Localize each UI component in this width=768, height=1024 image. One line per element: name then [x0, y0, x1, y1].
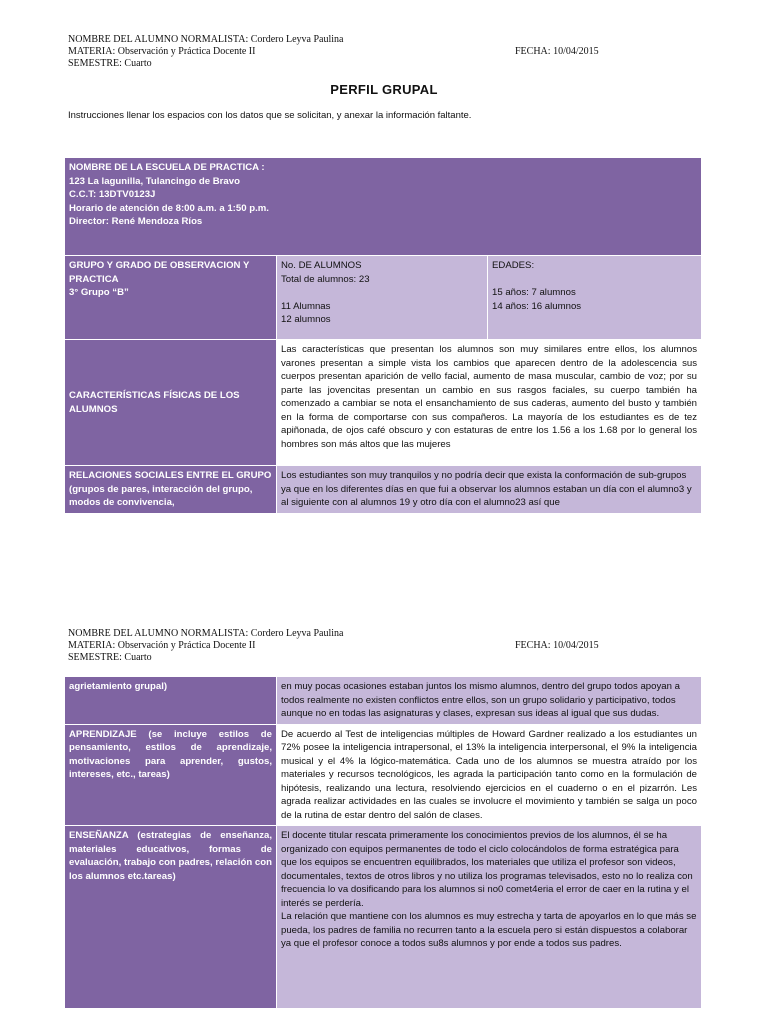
alumnos-total: Total de alumnos: 23: [281, 273, 370, 285]
grupo-label-cont: PRACTICA: [69, 273, 119, 285]
relaciones-cont-text: en muy pocas ocasiones estaban juntos los mismo alumnos, dentro del grupo todos apoyan a todos realmente no existen conflictos entre ellos, son un grupo solidario y participativo, todos aunque no en todas las asignaturas y clases, expresan sus ideas al igual que sus dudas.: [277, 677, 702, 725]
materia-line: [68, 46, 343, 58]
grupo-label-cell: [65, 256, 277, 340]
semestre-value-p2: Cuarto: [124, 652, 152, 663]
school-address: 123 La lagunilla, Tulancingo de Bravo: [69, 175, 240, 187]
materia-value-p2: Observación y Práctica Docente II: [117, 640, 256, 651]
school-cct: C.C.T: 13DTV0123J: [69, 189, 156, 200]
grupo-label: GRUPO Y GRADO DE OBSERVACION Y: [69, 260, 250, 271]
edades-15: 15 años: 7 alumnos: [492, 287, 576, 298]
materia-value: Observación y Práctica Docente II: [117, 46, 256, 57]
school-director: Director: René Mendoza Ríos: [69, 216, 203, 227]
perfil-table-page1: [64, 157, 702, 514]
ensenanza-text-2: La relación que mantiene con los alumnos es muy estrecha y tarta de apoyarlos en lo que más se pueda, los padres de familia no recurren tanto a la escuela pero si están dispuestos a colaborar ya que el profesor conoce a todos su8s alumnos y por ende a todos sus padres.: [281, 911, 697, 949]
materia-label-p2: MATERIA:: [68, 640, 116, 651]
alumnos-cell: [277, 256, 488, 340]
fecha-value-p2: 10/04/2015: [553, 640, 599, 651]
semestre-line-p2: [68, 652, 343, 664]
perfil-table-page2: [64, 676, 702, 1009]
aprendizaje-label: APRENDIZAJE (se incluye estilos de pensamiento, estilos de aprendizaje, motivaciones para aprender, gustos, intereses, etc., tareas): [65, 724, 277, 826]
fisicas-row: [65, 340, 702, 466]
school-row: [65, 158, 702, 256]
materia-label: MATERIA:: [68, 46, 116, 57]
alumnos-spacer: [281, 286, 483, 300]
fecha-line-p2: [515, 640, 599, 651]
semestre-label-p2: SEMESTRE:: [68, 652, 122, 663]
alumno-label-p2: NOMBRE DEL ALUMNO NORMALISTA:: [68, 628, 249, 639]
alumnos-heading: No. DE ALUMNOS: [281, 260, 362, 271]
instructions: Instrucciones llenar los espacios con los datos que se solicitan, y anexar la información faltante.: [68, 110, 472, 121]
aprendizaje-row: [65, 724, 702, 826]
alumno-label: NOMBRE DEL ALUMNO NORMALISTA:: [68, 34, 249, 45]
relaciones-label: RELACIONES SOCIALES ENTRE EL GRUPO (grupos de pares, interacción del grupo, modos de convivencia,: [69, 470, 272, 508]
fecha-value: 10/04/2015: [553, 46, 599, 57]
relaciones-text: Los estudiantes son muy tranquilos y no podría decir que exista la conformación de sub-grupos ya que en los diferentes días en que fui a observar los alumnos estaban un día con el alumno3 y al siguiente con al alumnos 19 y otro día con el alumno23 así que: [281, 470, 692, 508]
page-title: PERFIL GRUPAL: [330, 82, 438, 97]
semestre-line: [68, 58, 343, 70]
grupo-row: [65, 256, 702, 340]
alumno-line-p2: [68, 628, 343, 640]
fecha-label-p2: FECHA:: [515, 640, 551, 651]
relaciones-cont-label: agrietamiento grupal): [65, 677, 277, 725]
relaciones-row: [65, 466, 702, 514]
semestre-label: SEMESTRE:: [68, 58, 122, 69]
relaciones-label-cell: [65, 466, 277, 514]
alumnos-count: 12 alumnos: [281, 314, 331, 325]
ensenanza-text-1: El docente titular rescata primeramente los conocimientos previos de los alumnos, él se ha organizado con equipos permanentes de todo el ciclo colocándolos de forma estratégica para que los equipos se encuentren equilibrados, los materiales que utiliza el profesor son videos, documentales, textos de otros libros y no utiliza los programas televisados, esto no lo realiza con frecuencia lo va dosificando para los alumnos si no0 comet4eria el error de caer en la rutina y el interés se perdería.: [281, 830, 693, 909]
fecha-label: FECHA:: [515, 46, 551, 57]
alumnas-count: 11 Alumnas: [281, 300, 331, 312]
fisicas-text-cell: Las características que presentan los alumnos son muy similares entre ellos, los alumnos varones presentan a simple vista los cambios que aparecen dentro de la adolescencia sus cuerpos presentan aparición de vello facial, aumento de masa muscular, cambio de voz; por su parte las jovencitas presentan un cambio en sus rasgos faciales, su cuerpo también ha comenzado a cambiar se nota el ensanchamiento de sus caderas, aumento del busto y también en la forma de comportarse con sus compañeros. La mayoría de los estudiantes es de tez apiñonada, de ojos café obscuro y con estaturas de entre los 1.56 a los 1.68 por lo general los hombres son más altos que las mujeres: [277, 340, 702, 466]
edades-heading: EDADES:: [492, 260, 535, 271]
edades-spacer: [492, 273, 697, 287]
alumno-line: [68, 34, 343, 46]
relaciones-cont-row: [65, 677, 702, 725]
materia-line-p2: [68, 640, 343, 652]
school-cell: [65, 158, 702, 256]
aprendizaje-text: De acuerdo al Test de inteligencias múltiples de Howard Gardner realizado a los estudiantes un 72% posee la inteligencia intrapersonal, el 13% la inteligencia interpersonal, el 9% la inteligencia musical y el 4% la lógico-matemática. Cada uno de los alumnos se muestra atraído por los materiales y recursos tecnológicos, les agrada la participación tanto como en la formulación de hipótesis, realizando una lectura, resolviendo ejercicios en el cuaderno o en el pizarrón. Les agrada realizar actividades en las cuales se involucre el movimiento y también se salga un poco de la rutina de estar dentro del salón de clases.: [277, 724, 702, 826]
edades-14: 14 años: 16 alumnos: [492, 300, 582, 312]
ensenanza-label: ENSEÑANZA (estrategias de enseñanza, materiales educativos, formas de evaluación, trabajo con padres, relación con los alumnos etc.tareas): [65, 826, 277, 1009]
semestre-value: Cuarto: [124, 58, 152, 69]
fisicas-label-cell: CARACTERÍSTICAS FÍSICAS DE LOS ALUMNOS: [65, 340, 277, 466]
ensenanza-row: [65, 826, 702, 1009]
fecha-line: [515, 46, 599, 57]
alumno-value-p2: Cordero Leyva Paulina: [250, 628, 344, 639]
alumno-value: Cordero Leyva Paulina: [250, 34, 344, 45]
school-name-label: NOMBRE DE LA ESCUELA DE PRACTICA :: [69, 162, 265, 173]
edades-cell: [488, 256, 702, 340]
ensenanza-text-cell: [277, 826, 702, 1009]
relaciones-text-cell: [277, 466, 702, 514]
grupo-value: 3° Grupo “B”: [69, 287, 129, 298]
page2-header: [68, 628, 343, 664]
school-hours: Horario de atención de 8:00 a.m. a 1:50 p.m.: [69, 202, 269, 214]
page1-header: [68, 34, 343, 70]
